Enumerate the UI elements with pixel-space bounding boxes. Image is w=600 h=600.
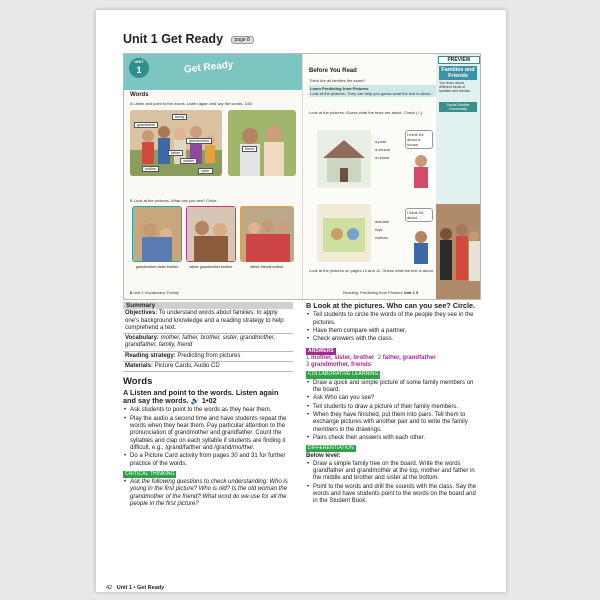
student-book-spread — [123, 53, 481, 300]
words-heading: Words — [123, 376, 153, 388]
preview-photo — [436, 204, 480, 299]
choices-1 — [375, 138, 390, 162]
instruction-a-mini — [130, 101, 300, 106]
speech-bubble-1: I think it's about a house. — [405, 130, 433, 149]
banner-title: Get Ready — [183, 59, 234, 76]
list-item: • Do a Picture Card activity from pages 30 and 31 for further practice of the words. — [123, 453, 293, 468]
left-page-footer — [130, 290, 179, 295]
preview-strip — [436, 54, 480, 204]
critical-thinking-list — [123, 479, 293, 508]
page-title-text: Unit 1 Get Ready — [123, 32, 224, 46]
section-a-heading-text: A Listen and point to the words. Listen again and say the words. — [123, 387, 279, 406]
speech-bubble-2: I think it's about ... — [405, 208, 433, 222]
student-page-left — [124, 54, 302, 299]
think-prompt: Think Are all families the same? — [309, 78, 366, 83]
page-title — [123, 32, 254, 46]
word-label-mother: mother — [180, 158, 197, 164]
page-footer-text: Unit 1 • Get Ready — [116, 585, 165, 591]
audio-track: 1•02 — [201, 396, 217, 406]
list-item: • Play the audio a second time and have students repeat the words when they hear them. Pay particular attention to the pronunciation of grandmother and grandfather. Count the syllables and clap on each syllable if students are finding it difficult, e.g., /grand/fa/ther and /grand/mo/ther. — [123, 416, 293, 452]
answers-line-1 — [306, 355, 481, 362]
instruction-b-mini: B Look at the pictures. What can you see? Circle. — [130, 198, 218, 203]
answer-1: mother, sister, brother — [311, 354, 375, 361]
list-item: • Tell students to draw a picture of their family members. — [306, 404, 481, 411]
list-item: • Ask the following questions to check understanding: Who is young in the first picture? Who is old? Is the old woman the grandmother of the friend? What word do we use for all the people in the first picture? — [123, 479, 293, 508]
section-a-list — [123, 407, 293, 467]
learn-text: Look at the pictures. They can help you guess what the text is about. — [310, 91, 432, 96]
choice-park: a park — [375, 139, 387, 144]
summary-materials — [123, 362, 293, 372]
option-1a: grandmother — [135, 265, 157, 269]
unit-badge — [129, 58, 149, 78]
list-item: • Check answers with the class. — [306, 336, 481, 343]
summary-vocabulary — [123, 334, 293, 352]
list-item: • Have them compare with a partner. — [306, 328, 481, 335]
page-ref-tag: page 8 — [231, 36, 254, 44]
answer-2-number: 2 — [377, 354, 382, 361]
options-2 — [186, 265, 236, 270]
word-label-family: family — [172, 114, 187, 120]
answers-tag: ANSWERS — [308, 347, 334, 354]
strategy-text: Predicting from pictures — [177, 352, 241, 359]
choice-clothes: clothes — [375, 235, 388, 240]
right-instruction: Look at the pictures. Guess what the texts are about. Check (✓). — [309, 110, 424, 115]
preview-text: You learn about different kinds of families and friends. — [439, 81, 471, 94]
word-label-father: father — [168, 150, 183, 156]
preview-title: Families and Friends — [439, 66, 477, 80]
list-item: • Point to the words and drill the sounds with the class. Say the words and have students point to the words on the board and in the Student Book. — [306, 484, 481, 506]
audio-a-mini: 1•02 — [244, 101, 253, 106]
house-picture — [317, 130, 371, 188]
critical-thinking-tag: CRITICAL THINKING — [125, 470, 175, 477]
choice-animals: animals — [375, 219, 389, 224]
section-b-heading: B Look at the pictures. Who can you see? Circle. — [306, 301, 476, 310]
answers-line-2 — [306, 362, 481, 369]
instruction-a-text: A Listen and point to the words. Listen again and say the words. — [130, 101, 244, 106]
list-item: • Ask students to point to the words as they hear them. — [123, 407, 293, 414]
teacher-guide-page — [96, 10, 506, 592]
word-label-sister: sister — [198, 168, 213, 174]
friends-photo — [228, 110, 296, 176]
objectives-label: Objectives: — [125, 310, 158, 317]
option-1c: brother — [166, 265, 179, 269]
list-item: • Draw a quick and simple picture of some family members on the board. — [306, 380, 481, 395]
collaborative-learning-tag: COLLABORATIVE LEARNING — [308, 371, 379, 378]
boy-figure-2 — [411, 230, 431, 264]
right-page-footer-text: Reading: Predicting from Pictures — [343, 290, 403, 295]
right-page-footer — [343, 290, 418, 295]
picture-3 — [240, 206, 294, 262]
options-3 — [240, 265, 294, 270]
option-3a: father — [250, 265, 260, 269]
right-column — [306, 302, 481, 507]
audio-icon: 🔊 — [190, 396, 200, 406]
word-label-friend: friend — [242, 146, 257, 152]
vocabulary-text: mother, father, brother, sister, grandmother, grandfather, family, friend — [125, 335, 276, 349]
preview-label: PREVIEW — [438, 56, 480, 64]
page-footer — [106, 585, 164, 591]
option-2a: father — [189, 265, 199, 269]
page-number: 42 — [106, 585, 113, 591]
list-item: • Pairs check their answers with each other. — [306, 435, 481, 442]
choice-school: a school — [375, 147, 390, 152]
vocabulary-label: Vocabulary: — [125, 335, 159, 342]
strategy-label: Reading strategy: — [125, 352, 176, 359]
right-page-number: 9 — [415, 290, 419, 295]
words-heading-mini: Words — [130, 92, 149, 98]
unit-badge-label: UNIT — [134, 59, 144, 64]
summary-objectives — [123, 309, 293, 334]
girl-figure-1 — [411, 154, 431, 188]
left-page-number: 8 — [130, 290, 133, 295]
option-3c: mother — [272, 265, 284, 269]
list-item: • Ask Who can you see? — [306, 395, 481, 402]
answer-3: grandmother, friends — [311, 362, 372, 369]
collaborative-list — [306, 380, 481, 442]
list-item: • Draw a simple family tree on the board. Write the words grandfather and grandmother at the top, mother and father in the middle and brother and sister at the bottom. — [306, 461, 481, 483]
materials-text: Picture Cards, Audio CD — [154, 363, 220, 370]
learn-title: Learn Predicting from Pictures — [310, 86, 369, 91]
choices-2 — [375, 218, 389, 242]
answer-3-number: 3 — [306, 362, 310, 369]
materials-label: Materials: — [125, 363, 154, 370]
option-2c: brother — [221, 265, 233, 269]
summary-strategy — [123, 352, 293, 362]
objectives-text: To understand words about families; to apply one's background knowledge and a reading strategy to help comprehend a text. — [125, 310, 284, 331]
differentiation-list — [306, 461, 481, 506]
options-1 — [132, 265, 182, 270]
left-column — [123, 302, 293, 509]
choice-house: a house — [375, 155, 390, 160]
learn-box — [309, 85, 437, 97]
word-label-grandmother: grandmother — [186, 138, 212, 144]
option-2b: grandmother — [199, 265, 221, 269]
list-item: • When they have finished, put them into pairs. Tell them to exchange pictures with another pair and to write the family members in the drawings. — [306, 412, 481, 434]
list-item: • Tell students to circle the words of the people they see in the pictures. — [306, 312, 481, 327]
preview-subject: Social Studies Community — [439, 102, 477, 112]
word-label-grandfather: grandfather — [134, 122, 158, 128]
word-label-brother: brother — [142, 166, 159, 172]
choice-toys: toys — [375, 227, 383, 232]
instruction-3: Look at the pictures on pages 10 and 11. Guess what the text is about. — [309, 268, 434, 273]
option-1b: sister — [157, 265, 166, 269]
section-a-heading — [123, 389, 293, 406]
left-page-footer-text: Unit 1 Vocabulary: Family — [133, 290, 179, 295]
unit-badge-number: 1 — [136, 65, 142, 75]
answer-1-number: 1 — [306, 354, 310, 361]
book-picture — [317, 204, 371, 262]
picture-1 — [132, 206, 182, 262]
picture-2 — [186, 206, 236, 262]
answer-2: father, grandfather — [382, 354, 436, 361]
option-3b: friends — [260, 265, 272, 269]
before-you-read-heading: Before You Read — [309, 68, 357, 74]
differentiation-tag: DIFFERENTIATION — [308, 445, 354, 452]
section-b-list — [306, 312, 481, 343]
right-page-footer-unit: Unit 1 — [403, 290, 415, 295]
below-level-heading: Below level: — [306, 453, 341, 460]
summary-heading: Summary — [123, 302, 293, 309]
